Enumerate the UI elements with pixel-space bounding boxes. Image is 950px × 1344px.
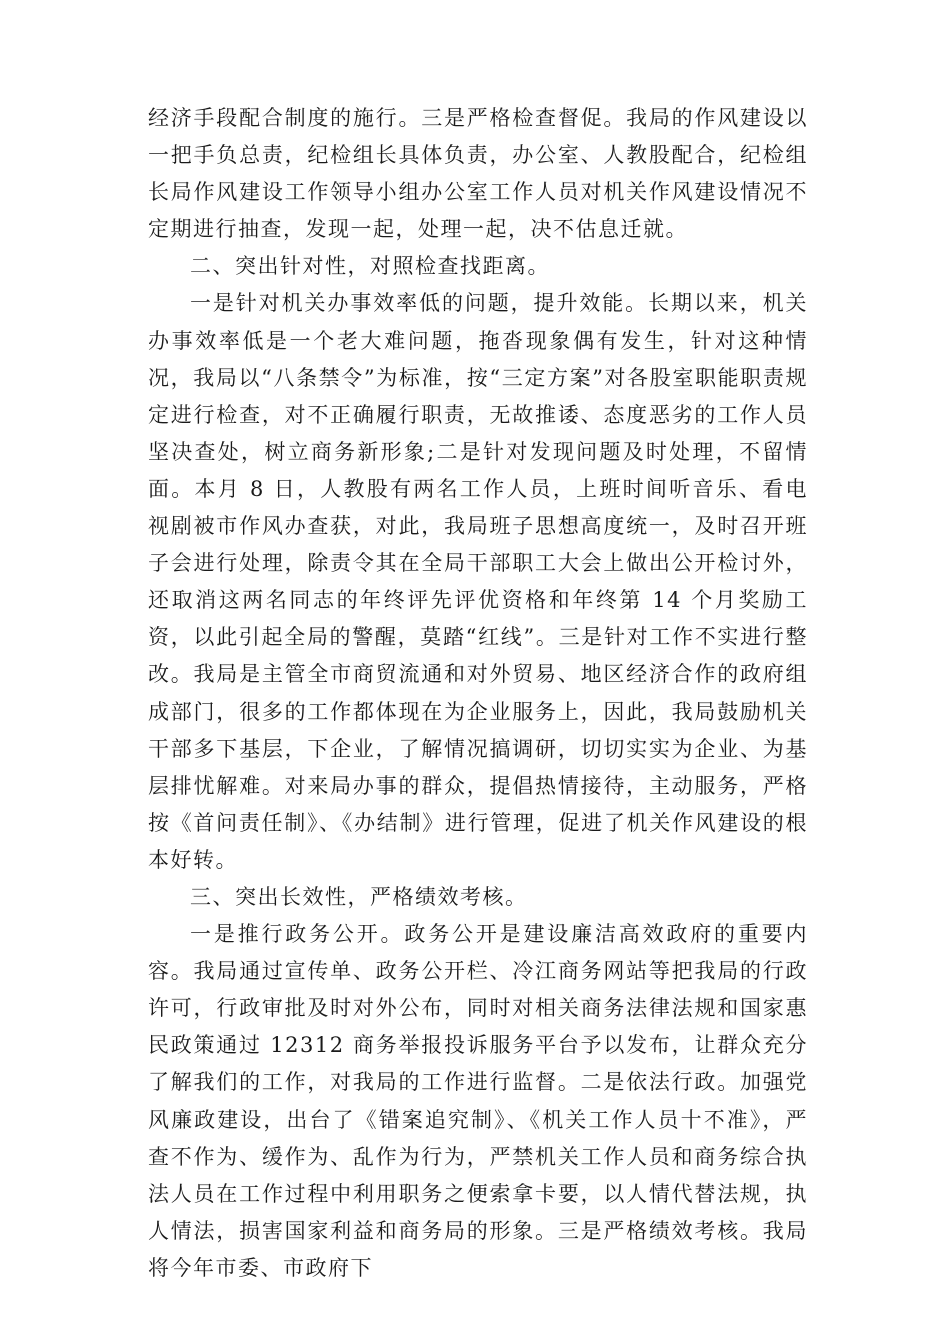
section-heading-3: 三、突出长效性，严格绩效考核。 — [190, 884, 528, 909]
section-heading-2: 二、突出针对性，对照检查找距离。 — [190, 254, 550, 279]
document-body — [148, 100, 808, 1287]
paragraph-5: 一是推行政务公开。政务公开是建设廉洁高效政府的重要内容。我局通过宣传单、政务公开栏、冷江商务网站等把我局的行政许可，行政审批及时对外公布，同时对相关商务法律法规和国家惠民政策通过 12312 商务举报投诉服务平台予以发布，让群众充分了解我们的工作，对我局的工作进行监督。二是依法行政。加强党风廉政建设，出台了《错案追究制》、《机关工作人员十不准》，严查不作为、缓作为、乱作为行为，严禁机关工作人员和商务综合执法人员在工作过程中利用职务之便索拿卡要，以人情代替法规，执人情法，损害国家利益和商务局的形象。三是严格绩效考核。我局将今年市委、市政府下 — [148, 922, 808, 1280]
paragraph-1: 经济手段配合制度的施行。三是严格检查督促。我局的作风建设以一把手负总责，纪检组长具体负责，办公室、人教股配合，纪检组长局作风建设工作领导小组办公室工作人员对机关作风建设情况不定期进行抽查，发现一起，处理一起，决不估息迁就。 — [148, 106, 808, 242]
paragraph-3: 一是针对机关办事效率低的问题，提升效能。长期以来，机关办事效率低是一个老大难问题，拖沓现象偶有发生，针对这种情况，我局以“八条禁令”为标准，按“三定方案”对各股室职能职责规定进行检查，对不正确履行职责，无故推诿、态度恶劣的工作人员坚决查处，树立商务新形象;二是针对发现问题及时处理，不留情面。本月 8 日，人教股有两名工作人员，上班时间听音乐、看电视剧被市作风办查获，对此，我局班子思想高度统一，及时召开班子会进行处理，除责令其在全局干部职工大会上做出公开检讨外，还取消这两名同志的年终评先评优资格和年终第 14 个月奖励工资，以此引起全局的警醒，莫踏“红线”。三是针对工作不实进行整改。我局是主管全市商贸流通和对外贸易、地区经济合作的政府组成部门，很多的工作都体现在为企业服务上，因此，我局鼓励机关干部多下基层，下企业，了解情况搞调研，切切实实为企业、为基层排忧解难。对来局办事的群众，提倡热情接待，主动服务，严格按《首问责任制》、《办结制》进行管理，促进了机关作风建设的根本好转。 — [148, 291, 808, 872]
